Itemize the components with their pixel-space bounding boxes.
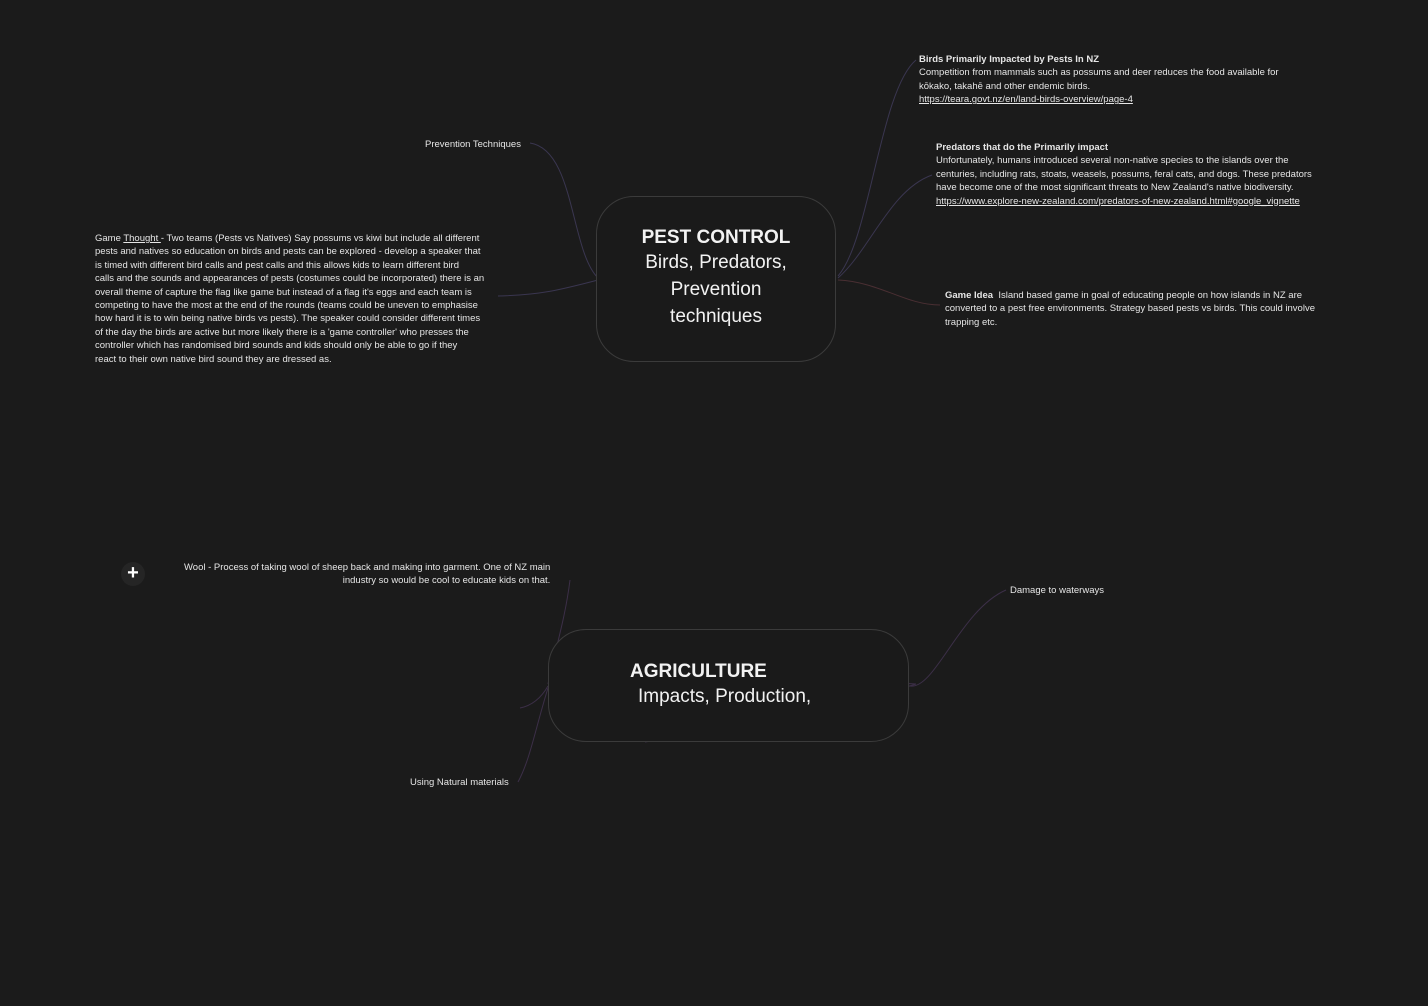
game-idea-line-2: converted to a pest free environments. Strategy based pests vs birds. This could involve — [945, 303, 1315, 315]
pest-control-subtitle-2: Prevention — [670, 279, 762, 300]
prevention-techniques-label: Prevention Techniques — [425, 139, 521, 150]
natural-materials-note[interactable] — [410, 776, 509, 789]
birds-impacted-line-2: kōkako, takahē and other endemic birds. — [919, 80, 1091, 92]
link-wool-stub — [520, 686, 548, 708]
link-game-thought — [498, 280, 598, 296]
pest-control-subtitle-3: techniques — [670, 306, 762, 327]
game-thought-prefix: Game — [95, 233, 124, 244]
link-predators — [838, 175, 932, 278]
predators-line-2: centuries, including rats, stoats, weasels, possums, feral cats, and dogs. These predators — [936, 168, 1312, 180]
add-node-button[interactable]: + — [121, 562, 145, 586]
game-thought-line-6: competing to have the most at the end of the rounds (teams could be uneven to emphasise — [95, 300, 478, 312]
game-thought-line-3: is timed with different bird calls and pest calls and this allows kids to learn different bird — [95, 259, 459, 271]
agriculture-subtitle: Impacts, Production, — [638, 686, 812, 707]
wool-note[interactable] — [184, 561, 550, 588]
game-idea-note[interactable] — [945, 289, 1315, 329]
birds-impacted-line-1: Competition from mammals such as possums and deer reduces the food available for — [919, 67, 1279, 79]
agriculture-title: AGRICULTURE — [630, 661, 767, 682]
wool-line-1: Wool - Process of taking wool of sheep back and making into garment. One of NZ main — [184, 562, 551, 573]
link-natural-materials — [518, 688, 548, 782]
game-thought-note[interactable] — [95, 232, 484, 366]
game-thought-line-10: react to their own native bird sound they are dressed as. — [95, 353, 332, 365]
predators-heading: Predators that do the Primarily impact — [936, 142, 1109, 153]
natural-materials-label: Using Natural materials — [410, 777, 509, 788]
game-thought-line-8: of the day the birds are active but more likely there is a 'game controller' who presses the — [95, 326, 469, 338]
pest-control-node[interactable] — [596, 196, 836, 362]
game-thought-line-9: controller which has randomised bird sounds and kids should only be able to go if they — [95, 340, 458, 352]
birds-impacted-note[interactable] — [919, 53, 1279, 107]
pest-control-subtitle-1: Birds, Predators, — [645, 252, 787, 273]
link-prevention — [530, 143, 598, 278]
game-thought-line-4: calls and the sounds and appearances of pests (costumes could be incorporated) there is an — [95, 273, 485, 285]
game-idea-line-3: trapping etc. — [945, 316, 998, 328]
wool-line-2: industry so would be cool to educate kids on that. — [342, 575, 551, 587]
game-idea-label: Game Idea — [945, 290, 994, 301]
game-thought-underlined: Thought — [123, 233, 161, 244]
predators-link[interactable]: https://www.explore-new-zealand.com/predators-of-new-zealand.html#google_vignette — [936, 195, 1300, 207]
waterways-note[interactable] — [1010, 584, 1104, 597]
birds-impacted-link[interactable]: https://teara.govt.nz/en/land-birds-overview/page-4 — [919, 94, 1133, 106]
predators-note[interactable] — [936, 141, 1312, 208]
game-idea-line-1: Island based game in goal of educating people on how islands in NZ are — [998, 290, 1303, 301]
game-thought-line-1: - Two teams (Pests vs Natives) Say possums vs kiwi but include all different — [160, 233, 480, 244]
prevention-techniques-note[interactable] — [425, 138, 521, 151]
link-game-idea — [838, 280, 940, 305]
predators-line-3: have become one of the most significant threats to New Zealand's native biodiversity. — [936, 182, 1294, 194]
link-waterways — [910, 590, 1006, 686]
game-thought-line-2: pests and natives so education on birds and pests can be explored - develop a speaker that — [95, 246, 481, 258]
pest-control-title: PEST CONTROL — [641, 227, 791, 248]
link-birds-impacted — [838, 60, 916, 276]
agriculture-node[interactable] — [548, 629, 909, 742]
birds-impacted-heading: Birds Primarily Impacted by Pests In NZ — [919, 54, 1100, 65]
game-thought-line-5: overall theme of capture the flag like game but instead of a flag it's eggs and each team is — [95, 286, 472, 298]
waterways-label: Damage to waterways — [1010, 585, 1104, 596]
predators-line-1: Unfortunately, humans introduced several non-native species to the islands over the — [936, 155, 1289, 167]
game-thought-line-7: how hard it is to win being native birds vs pests). The speaker could consider different times — [95, 313, 481, 325]
